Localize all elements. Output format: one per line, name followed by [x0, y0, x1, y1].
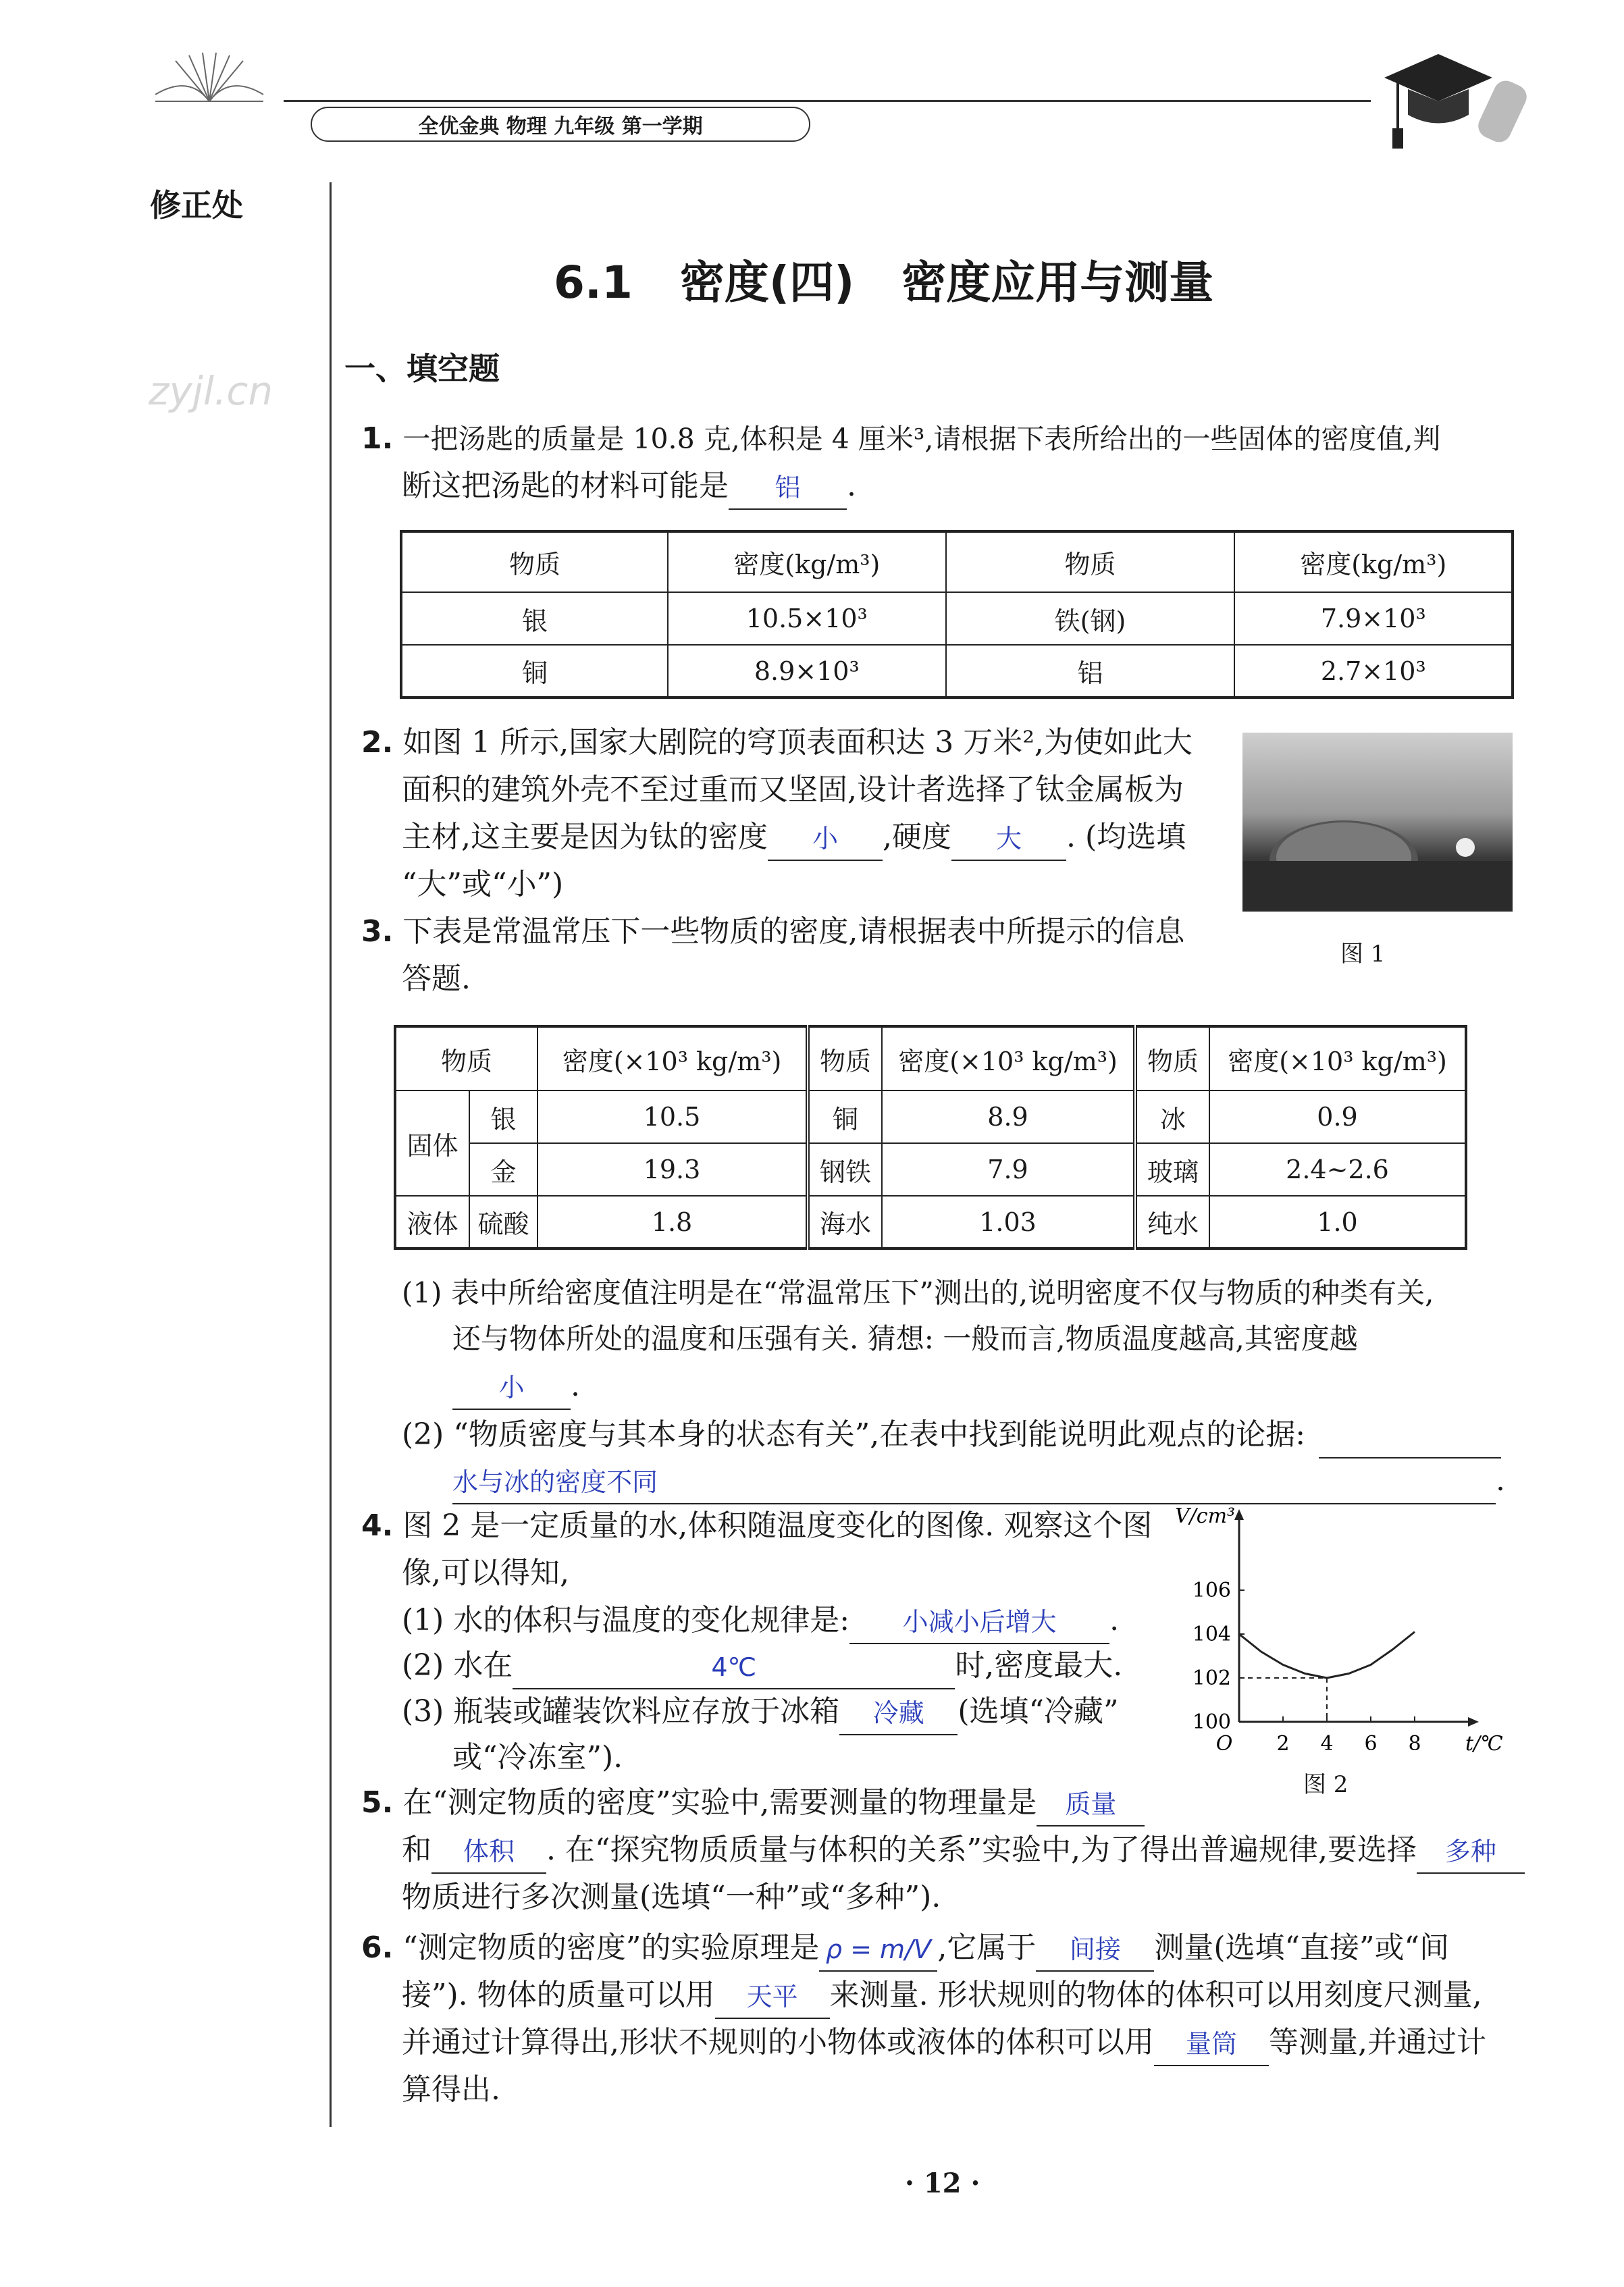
- q3: 3. 下表是常温常压下一些物质的密度,请根据表中所提示的信息: [361, 914, 1185, 949]
- q5-answer2: 体积: [463, 1837, 515, 1866]
- q5-answer3-blank[interactable]: [1417, 1837, 1525, 1874]
- q2-line3: 主材,这主要是因为钛的密度 小 ,硬度 大 . (均选填: [402, 814, 1186, 861]
- q6-answer2-blank[interactable]: [1036, 1935, 1154, 1972]
- header-series: 全优金典 物理 九年级 第一学期: [418, 115, 703, 138]
- title-text: 密度(四): [679, 257, 855, 309]
- title-number: 6.1: [554, 257, 633, 309]
- q1-line1: 一把汤匙的质量是 10.8 克,体积是 4 厘米³,请根据下表所给出的一些固体的密度值,判: [402, 423, 1441, 455]
- q2: 2. 如图 1 所示,国家大剧院的穹顶表面积达 3 万米²,为使如此大: [361, 725, 1193, 760]
- q6-line3: 并通过计算得出,形状不规则的小物体或液体的体积可以用 量筒 等测量,并通过计: [402, 2019, 1486, 2066]
- q6-line4: 算得出.: [402, 2072, 500, 2107]
- y-axis-label: V/cm³: [1175, 1504, 1236, 1528]
- q2-answer2-blank[interactable]: [951, 824, 1066, 861]
- y-tick-label: 106: [1192, 1579, 1231, 1602]
- q4-line2: 像,可以得知,: [402, 1556, 569, 1590]
- table-row: 铜 8.9×10³ 铝 2.7×10³: [401, 645, 1513, 698]
- page-title: [554, 246, 1213, 311]
- q4-number: 4.: [361, 1508, 394, 1543]
- q1-density-table: [400, 530, 1514, 699]
- q3-sub1-line3: 小 .: [452, 1363, 580, 1410]
- title-subtitle: 密度应用与测量: [901, 257, 1214, 309]
- section-heading: 一、填空题: [344, 350, 500, 387]
- q4-sub3-line2: 或“冷冻室”).: [452, 1740, 623, 1775]
- page-number: · 12 ·: [905, 2167, 980, 2199]
- series-line: [1239, 1632, 1415, 1678]
- q1-line2: 断这把汤匙的材料可能是 铝 .: [402, 463, 856, 510]
- q5-answer1: 质量: [1065, 1789, 1117, 1819]
- q2-number: 2.: [361, 725, 394, 760]
- figure1-photo: [1242, 733, 1513, 912]
- sidebar-label: 修正处: [150, 187, 243, 224]
- y-tick-label: 104: [1192, 1623, 1231, 1646]
- q3-number: 3.: [361, 914, 394, 949]
- x-tick-label: 8: [1408, 1732, 1421, 1756]
- q6-answer1-blank[interactable]: [819, 1935, 937, 1972]
- q4-sub2: (2) 水在 4℃ 时,密度最大.: [402, 1642, 1122, 1689]
- table-row: 固体 银 10.5 铜 8.9 冰 0.9: [395, 1090, 1466, 1143]
- book-icon: [149, 47, 270, 108]
- q4-sub3: (3) 瓶装或罐装饮料应存放于冰箱 冷藏 (选填“冷藏”: [402, 1688, 1118, 1735]
- y-tick-label: 102: [1192, 1666, 1231, 1690]
- x-tick-label: 2: [1276, 1732, 1290, 1756]
- q4-sub3-answer: 冷藏: [872, 1698, 924, 1728]
- table-row: 金 19.3 钢铁 7.9 玻璃 2.4~2.6: [395, 1143, 1466, 1196]
- q1-number: 1.: [361, 421, 394, 456]
- q4-sub2-answer: 4℃: [711, 1652, 757, 1682]
- q6-answer1: ρ = m/V: [825, 1935, 931, 1964]
- y-tick-label: 100: [1192, 1710, 1231, 1734]
- header-series-tag: [311, 107, 810, 142]
- q4-sub1: (1) 水的体积与温度的变化规律是: 小减小后增大 .: [402, 1597, 1119, 1644]
- q3-sub1-answer-blank[interactable]: [452, 1373, 571, 1410]
- q4-sub1-answer-blank[interactable]: [849, 1607, 1109, 1644]
- table-header-row: 物质 密度(kg/m³) 物质 密度(kg/m³): [401, 531, 1513, 592]
- table-row: 银 10.5×10³ 铁(钢) 7.9×10³: [401, 592, 1513, 645]
- q4-sub3-answer-blank[interactable]: [839, 1698, 958, 1735]
- q3-sub2-line2: 水与冰的密度不同 .: [452, 1457, 1505, 1504]
- q4: 4. 图 2 是一定质量的水,体积随温度变化的图像. 观察这个图: [361, 1508, 1153, 1543]
- header-rule: [284, 100, 1371, 102]
- q5: 5. 在“测定物质的密度”实验中,需要测量的物理量是 质量: [361, 1779, 1145, 1826]
- q6-answer3-blank[interactable]: [715, 1982, 830, 2019]
- x-axis-label: t/℃: [1465, 1732, 1503, 1756]
- q5-number: 5.: [361, 1785, 394, 1820]
- q6: 6. “测定物质的密度”的实验原理是 ρ = m/V ,它属于 间接 测量(选填“直接”或“间: [361, 1924, 1449, 1972]
- q2-answer2: 大: [995, 824, 1022, 853]
- q3-density-table: [394, 1025, 1467, 1250]
- q1-answer-blank[interactable]: [729, 473, 847, 510]
- q6-answer4-blank[interactable]: [1154, 2029, 1269, 2066]
- q1-answer: 铝: [775, 473, 801, 502]
- q6-answer4: 量筒: [1185, 2029, 1237, 2059]
- q5-line2: 和 体积 . 在“探究物质质量与体积的关系”实验中,为了得出普遍规律,要选择 多种: [402, 1826, 1525, 1874]
- q2-answer1: 小: [812, 824, 838, 853]
- q6-answer3: 天平: [746, 1982, 798, 2012]
- watermark: zyjl.cn: [149, 368, 273, 414]
- q3-sub2-answer: 水与冰的密度不同: [452, 1467, 658, 1497]
- q6-number: 6.: [361, 1930, 394, 1965]
- q1: [361, 415, 1440, 463]
- q3-sub1-line1: (1) 表中所给密度值注明是在“常温常压下”测出的,说明密度不仅与物质的种类有关,: [402, 1276, 1434, 1309]
- q2-answer1-blank[interactable]: [768, 824, 883, 861]
- q6-answer2: 间接: [1069, 1935, 1121, 1964]
- q3-sub2-line1: (2) “物质密度与其本身的状态有关”,在表中找到能说明此观点的论据:: [402, 1411, 1501, 1458]
- x-tick-label: 6: [1364, 1732, 1378, 1756]
- q5-answer1-blank[interactable]: [1037, 1789, 1145, 1826]
- x-tick-label: O: [1215, 1732, 1233, 1756]
- q5-answer3: 多种: [1444, 1837, 1496, 1866]
- x-axis-arrow: [1468, 1717, 1479, 1727]
- q5-answer2-blank[interactable]: [431, 1837, 546, 1874]
- sidebar-divider: [330, 182, 332, 2127]
- y-axis-arrow: [1234, 1509, 1244, 1520]
- q6-line2: 接”). 物体的质量可以用 天平 来测量. 形状规则的物体的体积可以用刻度尺测量,: [402, 1972, 1482, 2019]
- q5-line3: 物质进行多次测量(选填“一种”或“多种”).: [402, 1880, 941, 1914]
- figure2-caption: 图 2: [1303, 1771, 1348, 1798]
- x-tick-label: 4: [1320, 1732, 1334, 1756]
- table-row: 液体 硫酸 1.8 海水 1.03 纯水 1.0: [395, 1196, 1466, 1248]
- q4-sub1-answer: 小减小后增大: [902, 1607, 1057, 1637]
- q3-line2: 答题.: [402, 962, 471, 996]
- q2-line4: “大”或“小”): [402, 867, 564, 901]
- q3-sub1-answer: 小: [498, 1373, 525, 1402]
- table-header-row: 物质 密度(×10³ kg/m³) 物质 密度(×10³ kg/m³) 物质 密度(×10³ kg/m³): [395, 1026, 1466, 1090]
- figure2-volume-temperature-chart: [1155, 1499, 1503, 1769]
- q2-line2: 面积的建筑外壳不至过重而又坚固,设计者选择了钛金属板为: [402, 772, 1184, 807]
- figure1-caption: 图 1: [1340, 941, 1386, 968]
- graduation-cap-icon: [1378, 41, 1533, 155]
- q3-sub1-line2: 还与物体所处的温度和压强有关. 猜想: 一般而言,物质温度越高,其密度越: [452, 1322, 1358, 1355]
